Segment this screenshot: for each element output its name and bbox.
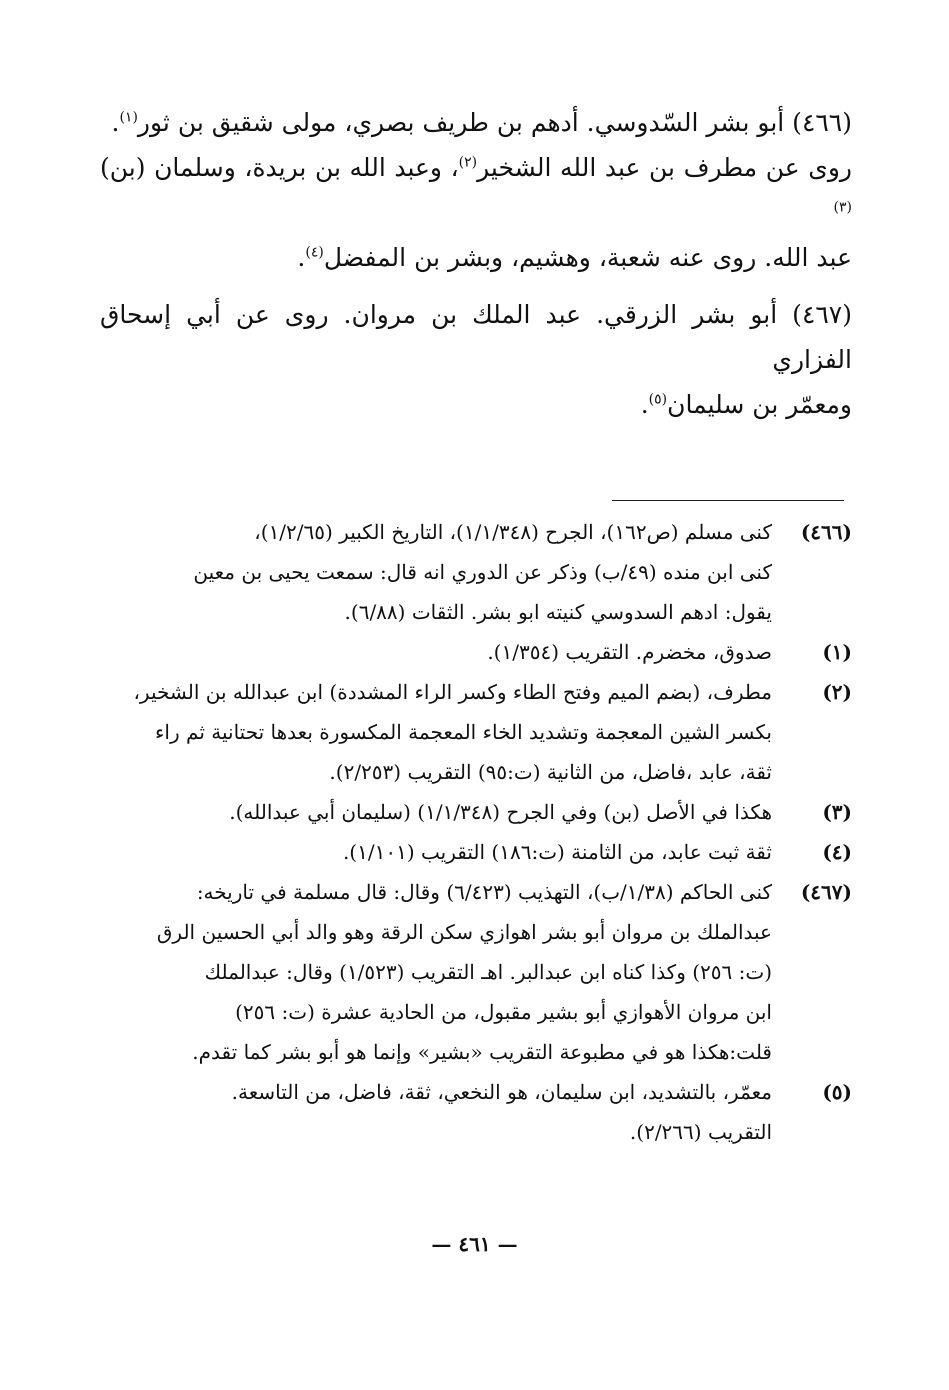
footnote-line: يقول: ادهم السدوسي كنيته ابو بشر. الثقات (٦/٨٨).: [344, 600, 772, 624]
footnote-ref: (٥): [648, 391, 668, 408]
line-end: .: [640, 390, 649, 419]
footnote-label: (١): [822, 640, 852, 664]
entry-line: [100, 382, 852, 427]
footnote-line: هكذا في الأصل (بن) وفي الجرح (١/١/٣٤٨) (سليمان أبي عبدالله).: [229, 800, 772, 824]
footnote-text: [100, 792, 772, 832]
footnote-label: (٤٦٧): [800, 880, 852, 904]
entry-466: [100, 100, 852, 280]
entry-line: [100, 145, 852, 235]
entry-line: [100, 292, 852, 382]
footnote-line: كنى الحاكم (١/٣٨/ب)، التهذيب (٦/٤٢٣) وقال: قال مسلمة في تاريخه:: [196, 880, 772, 904]
main-text: [100, 100, 852, 439]
footnote-label: (٥): [822, 1080, 852, 1104]
footnote-line: ثقة ثبت عابد، من الثامنة (ت:١٨٦) التقريب (١/١٠١).: [342, 840, 772, 864]
footnote-line: كنى مسلم (ص١٦٢)، الجرح (١/١/٣٤٨)، التاريخ الكبير (١/٢/٦٥)،: [254, 520, 772, 544]
entry-467: [100, 292, 852, 427]
footnote-ref: (١): [119, 109, 138, 126]
entry-line: [100, 235, 852, 280]
entry-line: [100, 100, 852, 145]
footnote-text: [100, 832, 772, 872]
footnote-467: [100, 872, 852, 1072]
footnote-label: (٣): [822, 800, 852, 824]
footnote-3: [100, 792, 852, 832]
line-text: (٤٦٧) أبو بشر الزرقي. عبد الملك بن مروان. روى عن أبي إسحاق الفزاري: [100, 300, 852, 374]
footnote-text: [100, 632, 772, 672]
footnote-label: (٤): [822, 840, 852, 864]
footnote-line: صدوق، مخضرم. التقريب (١/٣٥٤).: [487, 640, 772, 664]
page-number: — ٤٦١ —: [431, 1232, 518, 1256]
footnote-line: بكسر الشين المعجمة وتشديد الخاء المعجمة المكسورة بعدها تحتانية ثم راء: [155, 720, 772, 744]
line-end: .: [297, 243, 306, 272]
footnote-2: [100, 672, 852, 792]
footnote-line: عبدالملك بن مروان أبو بشر اهوازي سكن الرقة وهو والد أبي الحسين الرق: [156, 920, 772, 944]
footnote-line: ثقة، عابد ،فاضل، من الثانية (ت:٩٥) التقريب (٢/٢٥٣).: [329, 760, 772, 784]
footnote-4: [100, 832, 852, 872]
footnote-text: [100, 512, 772, 632]
line-text: ومعمّر بن سليمان: [667, 390, 852, 419]
footnote-line: مطرف، (بضم الميم وفتح الطاء وكسر الراء المشددة) ابن عبدالله بن الشخير،: [133, 680, 772, 704]
footnote-5: [100, 1072, 852, 1152]
footnote-466: [100, 512, 852, 632]
footnote-divider: [612, 500, 844, 501]
footnote-text: [100, 672, 772, 792]
footnotes: [100, 512, 852, 1152]
footnote-text: [100, 872, 772, 1072]
line-text: (٤٦٦) أبو بشر السّدوسي. أدهم بن طريف بصري، مولى شقيق بن ثور: [137, 108, 852, 137]
footnote-ref: (٣): [833, 199, 852, 216]
footnote-text: [100, 1072, 772, 1152]
footnote-label: (٢): [822, 680, 852, 704]
footnote-ref: (٢): [458, 154, 478, 171]
footnote-line: التقريب (٢/٢٦٦).: [629, 1120, 772, 1144]
footnote-line: قلت:هكذا هو في مطبوعة التقريب «بشير» وإنما هو أبو بشر كما تقدم.: [192, 1040, 772, 1064]
line-text: ، وعبد الله بن بريدة، وسلمان (بن): [100, 153, 459, 182]
footnote-1: [100, 632, 852, 672]
footnote-ref: (٤): [305, 244, 324, 261]
footnote-line: (ت: ٢٥٦) وكذا كناه ابن عبدالبر. اهـ التقريب (١/٥٢٣) وقال: عبدالملك: [204, 960, 772, 984]
footnote-line: كنى ابن منده (٤٩/ب) وذكر عن الدوري انه قال: سمعت يحيى بن معين: [193, 560, 772, 584]
footnote-line: ابن مروان الأهوازي أبو بشير مقبول، من الحادية عشرة (ت: ٢٥٦): [235, 1000, 772, 1024]
line-text: روى عن مطرف بن عبد الله الشخير: [477, 153, 852, 182]
line-text: عبد الله. روى عنه شعبة، وهشيم، وبشر بن المفضل: [323, 243, 852, 272]
footnote-line: معمّر، بالتشديد، ابن سليمان، هو النخعي، ثقة، فاضل، من التاسعة.: [231, 1080, 772, 1104]
footnote-label: (٤٦٦): [800, 520, 852, 544]
line-end: .: [111, 108, 120, 137]
